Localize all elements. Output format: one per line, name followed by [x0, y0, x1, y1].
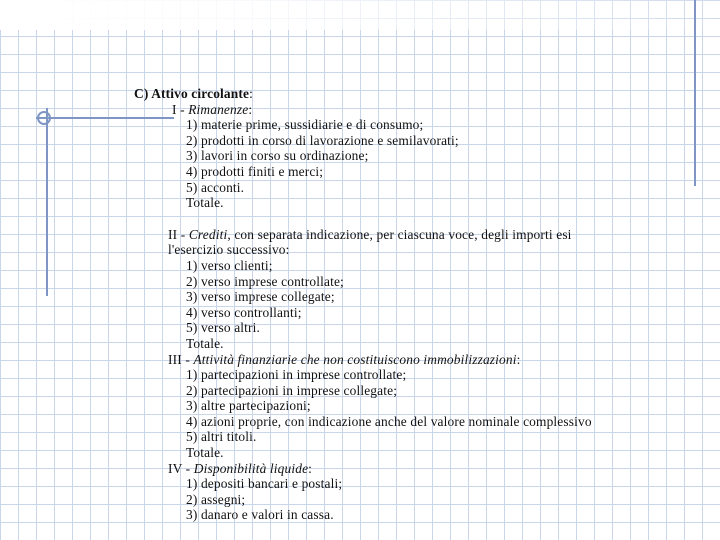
decorative-right-line	[694, 0, 696, 186]
list-item: 1) verso clienti;	[186, 257, 273, 273]
list-item: 3) verso imprese collegate;	[186, 289, 335, 305]
crediti-heading: II - Crediti, con separata indicazione, per ciascuna voce, degli importi esi	[168, 226, 572, 242]
spacer	[134, 211, 674, 227]
crediti-heading-continuation: l'esercizio successivo:	[168, 242, 290, 258]
total-label: Totale.	[186, 335, 224, 351]
list-item: 2) assegni;	[186, 491, 246, 507]
list-item: 4) prodotti finiti e merci;	[186, 163, 324, 179]
decorative-ring-icon	[37, 111, 51, 125]
disponibilita-heading: IV - Disponibilità liquide:	[168, 460, 313, 476]
list-item: 2) verso imprese controllate;	[186, 273, 344, 289]
list-item: 1) materie prime, sussidiarie e di consumo;	[186, 117, 424, 133]
list-item: 1) partecipazioni in imprese controllate;	[186, 367, 407, 383]
list-item: 3) lavori in corso su ordinazione;	[186, 148, 369, 164]
document-body	[134, 86, 674, 526]
list-item: 5) altri titoli.	[186, 429, 257, 445]
total-label: Totale.	[186, 195, 224, 211]
rimanenze-heading: I - Rimanenze:	[172, 101, 253, 117]
list-item: 3) altre partecipazioni;	[186, 398, 311, 414]
list-item: 3) danaro e valori in cassa.	[186, 507, 334, 523]
list-item: 4) azioni proprie, con indicazione anche del valore nominale complessivo	[186, 413, 592, 429]
section-heading: C) Attivo circolante:	[134, 86, 253, 101]
decorative-vertical-line	[46, 108, 48, 296]
list-item: 2) partecipazioni in imprese collegate;	[186, 382, 398, 398]
attivita-finanziarie-heading: III - Attività finanziarie che non costituiscono immobilizzazioni:	[168, 351, 521, 367]
list-item: 4) verso controllanti;	[186, 304, 302, 320]
list-item: 5) verso altri.	[186, 320, 261, 336]
list-item: 1) depositi bancari e postali;	[186, 476, 343, 492]
list-item: 2) prodotti in corso di lavorazione e semilavorati;	[186, 132, 459, 148]
list-item: 5) acconti.	[186, 179, 245, 195]
top-fade	[0, 0, 720, 30]
total-label: Totale.	[186, 445, 224, 461]
